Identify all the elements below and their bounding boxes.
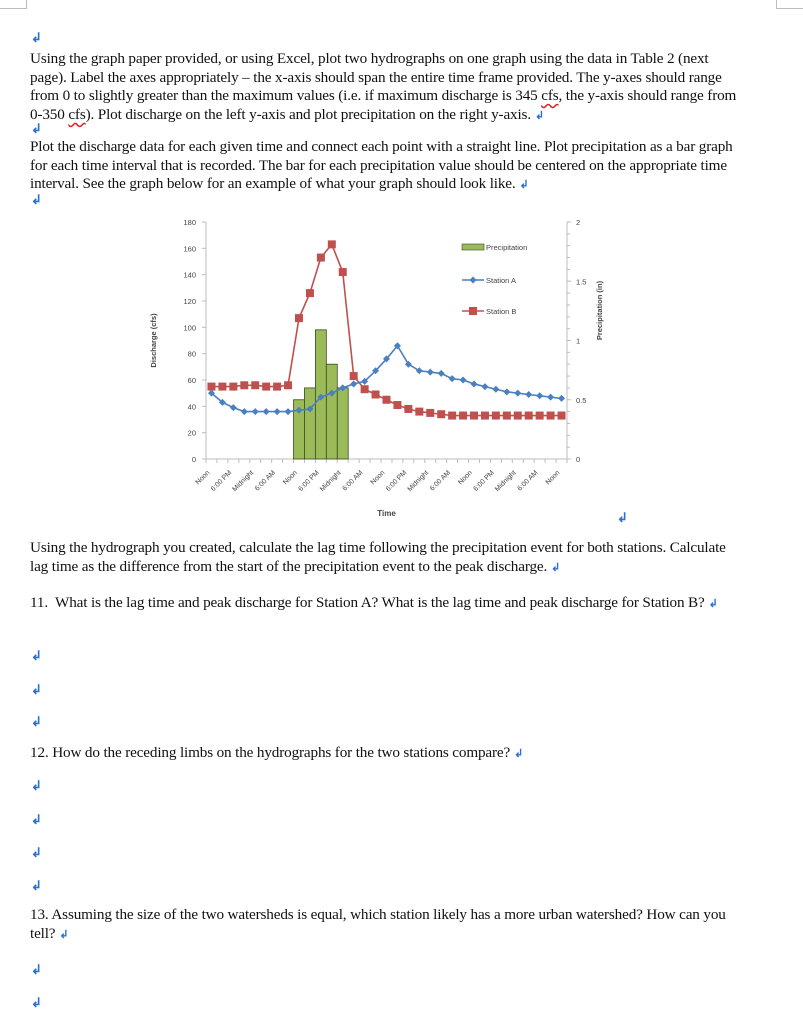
paragraph-mark: ↲	[31, 192, 42, 207]
station-b-marker	[459, 412, 467, 420]
paragraph-mark: ↲	[551, 561, 561, 574]
paragraph-mark: ↲	[31, 812, 42, 827]
station-a-marker	[285, 408, 292, 415]
paragraph-mark: ↲	[31, 778, 42, 793]
y-axis-tick-label: 160	[183, 244, 196, 254]
x-axis-tick-label: Midnight	[494, 469, 518, 494]
y-axis-tick-label: 100	[183, 323, 196, 333]
paragraph-mark: ↲	[514, 748, 524, 760]
y2-axis-tick-label: 2	[576, 218, 581, 227]
station-b-marker	[218, 383, 226, 391]
y-axis-tick-label: 40	[187, 402, 196, 412]
y2-axis-tick-label: 1.5	[576, 277, 587, 287]
x-axis-tick-label: Noon	[457, 469, 474, 487]
station-b-marker	[383, 396, 391, 404]
station-a-marker	[536, 392, 543, 399]
precipitation-legend-swatch	[462, 244, 484, 250]
station-a-marker	[416, 367, 423, 374]
paragraph-mark: ↲	[31, 845, 42, 860]
legend-label: Station A	[486, 276, 517, 285]
station-a-marker	[460, 377, 467, 384]
x-axis-tick-label: Midnight	[231, 469, 256, 494]
x-axis-tick-label: Noon	[544, 469, 562, 487]
x-axis-tick-label: 6:00 AM	[516, 469, 540, 493]
lag-instructions-paragraph: Using the hydrograph you created, calculate the lag time following the precipitation event for both stations. Calculate lag time as the difference from the start of the precipitation event to the peak discharge. ↲	[30, 539, 726, 575]
precipitation-bar	[337, 388, 348, 459]
x-axis-tick-label: 6:00 PM	[209, 469, 234, 493]
hydrograph-chart	[140, 210, 620, 520]
x-axis-tick-label: 6:00 AM	[428, 469, 453, 493]
page-corner-mark-left	[0, 0, 27, 9]
station-a-marker	[274, 408, 281, 415]
paragraph-mark: ↲	[31, 121, 42, 136]
paragraph-mark: ↲	[31, 714, 42, 729]
y-axis-tick-label: 120	[183, 297, 196, 306]
station-a-marker	[547, 394, 554, 401]
y-axis-tick-label: 180	[183, 218, 196, 227]
station-b-marker	[273, 383, 281, 391]
question-13: 13. Assuming the size of the two watersheds is equal, which station likely has a more urban watershed? How can you tell? ↲	[30, 906, 726, 942]
paragraph-mark: ↲	[31, 878, 42, 893]
station-b-marker	[284, 381, 292, 389]
station-b-marker	[481, 412, 489, 420]
x-axis-tick-label: 6:00 PM	[384, 469, 409, 493]
spellcheck-word[interactable]: cfs	[68, 105, 86, 123]
station-a-legend-marker	[470, 277, 477, 284]
station-a-marker	[241, 408, 248, 415]
x-axis-tick-label: Midnight	[406, 469, 431, 494]
y-axis-tick-label: 60	[187, 376, 196, 385]
y-axis-tick-label: 20	[187, 428, 196, 438]
y2-axis-tick-label: 0.5	[576, 395, 587, 405]
x-axis-tick-label: Noon	[194, 469, 212, 487]
station-b-marker	[393, 401, 401, 409]
station-b-marker	[470, 412, 478, 420]
station-b-marker	[240, 381, 248, 389]
station-a-marker	[492, 386, 499, 393]
intro-paragraph: Using the graph paper provided, or using Excel, plot two hydrographs on one graph using the data in Table 2 (next page). Label the axes appropriately – the x-axis should span the entire time frame provided. The y-axes should range from 0 to slightly greater than the maximum values (i.e. if maximum discharge is 345 cfs, the y-axis should range from 0-350 cfs). Plot discharge on the left y-axis and plot precipitation on the right y-axis. ↲	[30, 50, 737, 123]
x-axis-tick-label: 6:00 PM	[297, 469, 321, 493]
station-b-marker	[415, 408, 423, 416]
station-b-marker	[492, 412, 500, 420]
paragraph-mark: ↲	[534, 109, 545, 122]
x-axis-tick-label: 6:00 AM	[341, 469, 365, 493]
station-a-marker	[252, 408, 259, 415]
station-a-marker	[405, 361, 412, 368]
station-b-marker	[361, 385, 369, 393]
x-axis-tick-label: 6:00 AM	[253, 469, 278, 493]
paragraph-mark: ↲	[31, 682, 42, 697]
station-b-marker	[339, 268, 347, 276]
y2-axis-tick-label: 1	[576, 336, 581, 346]
paragraph-mark: ↲	[31, 648, 42, 663]
station-a-marker	[350, 380, 357, 387]
station-a-marker	[558, 395, 565, 402]
station-b-marker	[404, 405, 412, 413]
y-axis-tick-label: 140	[183, 270, 196, 280]
station-b-marker	[306, 289, 314, 297]
station-a-marker	[230, 404, 237, 411]
station-b-marker	[558, 412, 566, 420]
paragraph-mark: ↲	[31, 995, 42, 1010]
station-b-marker	[426, 409, 434, 417]
station-a-marker	[481, 383, 488, 390]
station-b-marker	[525, 412, 533, 420]
question-11: 11. What is the lag time and peak discharge for Station A? What is the lag time and peak discharge for Station B? ↲	[30, 594, 718, 611]
station-b-marker	[317, 254, 325, 262]
station-a-marker	[427, 369, 434, 376]
paragraph-mark: ↲	[519, 179, 529, 192]
y-axis-tick-label: 80	[187, 349, 196, 359]
legend-label: Precipitation	[486, 243, 528, 252]
station-b-marker	[372, 390, 380, 398]
precipitation-bar	[326, 364, 337, 459]
plot-instructions-paragraph: Plot the discharge data for each given time and connect each point with a straight line. Plot precipitation as a bar graph for each time interval that is recorded. The bar for each precipitation value should be centered on the appropriate time interval. See the graph below for an example of what your graph should look like. ↲	[30, 138, 733, 193]
chart-legend	[462, 243, 527, 316]
station-b-marker	[295, 314, 303, 322]
station-a-marker	[263, 408, 270, 415]
station-b-legend-marker	[469, 307, 477, 315]
station-a-marker	[438, 370, 445, 377]
x-axis-tick-label: Midnight	[319, 469, 343, 494]
y2-axis-title: Precipitation (in)	[595, 280, 604, 341]
station-b-marker	[437, 410, 445, 418]
station-a-marker	[471, 380, 478, 387]
x-axis-tick-label: Noon	[369, 469, 387, 487]
station-a-marker	[503, 388, 510, 395]
x-axis-tick-label: Noon	[282, 469, 299, 487]
paragraph-mark: ↲	[59, 928, 69, 941]
station-a-marker	[449, 375, 456, 382]
station-b-marker	[251, 381, 259, 389]
station-a-marker	[514, 390, 521, 397]
x-axis-title: Time	[377, 509, 396, 518]
station-b-marker	[229, 383, 237, 391]
question-12: 12. How do the receding limbs on the hydrographs for the two stations compare? ↲	[30, 744, 524, 761]
station-b-marker	[547, 412, 555, 420]
page-corner-mark-right	[776, 0, 803, 9]
paragraph-mark: ↲	[31, 30, 42, 45]
x-axis-tick-label: 6:00 PM	[472, 469, 496, 493]
paragraph-mark: ↲	[617, 510, 628, 525]
station-b-marker	[350, 372, 358, 380]
station-b-marker	[207, 383, 215, 391]
station-b-marker	[328, 240, 336, 248]
spellcheck-word[interactable]: cfs	[541, 87, 559, 105]
paragraph-mark: ↲	[31, 962, 42, 977]
precipitation-bar	[304, 388, 315, 459]
y-axis-title: Discharge (cfs)	[149, 313, 158, 368]
y-axis-tick-label: 0	[191, 455, 196, 464]
station-b-marker	[536, 412, 544, 420]
legend-label: Station B	[486, 307, 517, 316]
y2-axis-tick-label: 0	[576, 455, 581, 464]
station-b-marker	[514, 412, 522, 420]
station-a-marker	[525, 391, 532, 398]
paragraph-mark: ↲	[708, 598, 718, 610]
station-b-marker	[503, 412, 511, 420]
station-b-marker	[262, 383, 270, 391]
station-b-marker	[448, 412, 456, 420]
